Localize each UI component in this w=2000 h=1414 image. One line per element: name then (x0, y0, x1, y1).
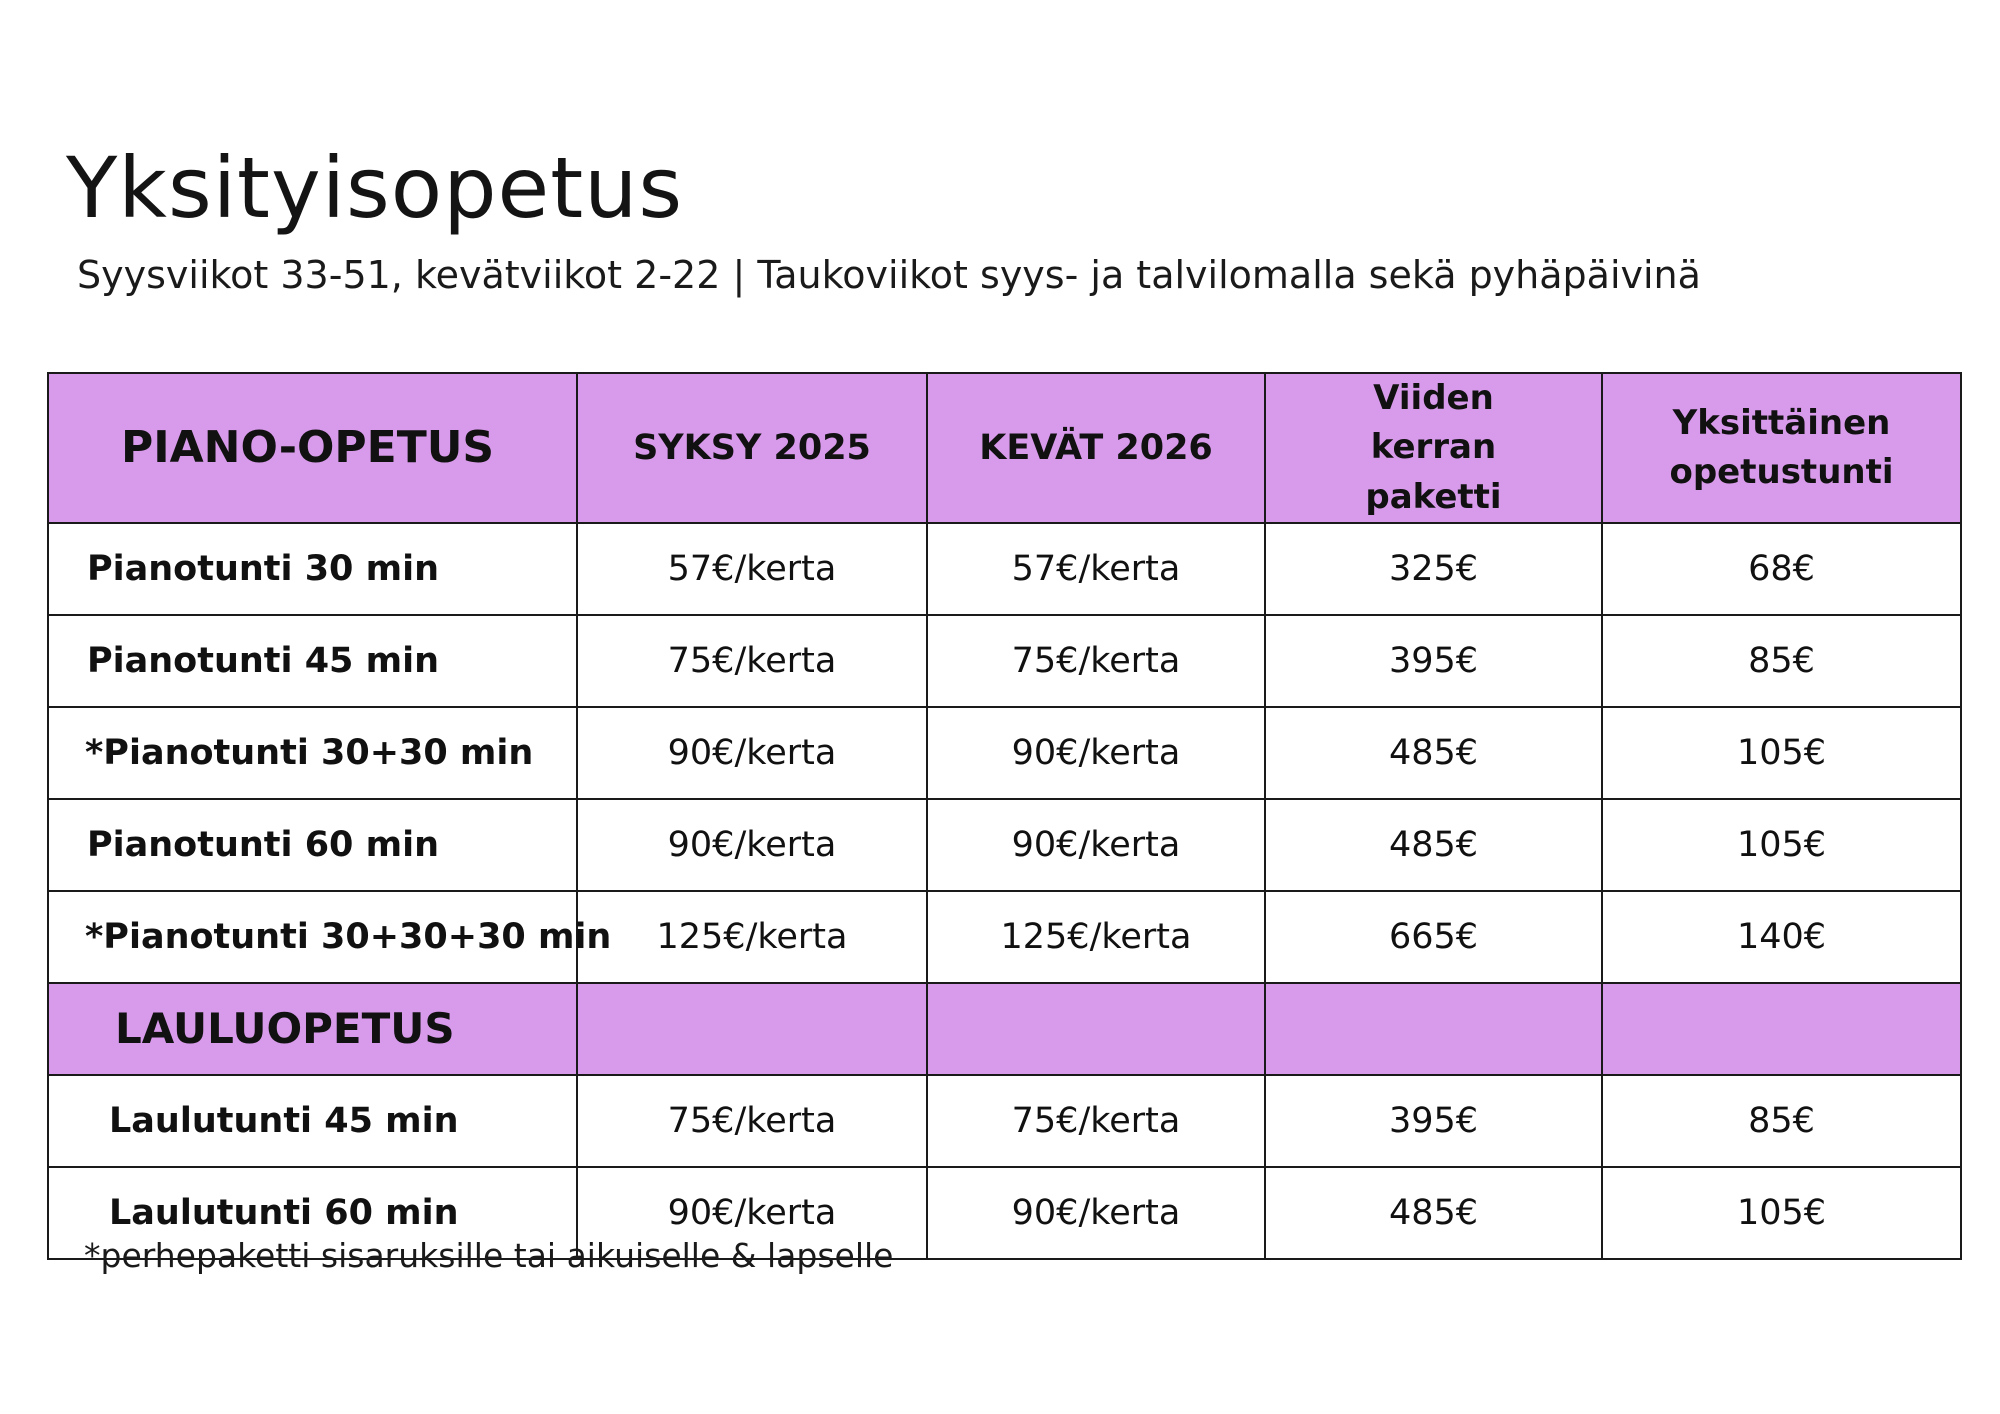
column-header-piano: PIANO-OPETUS (48, 373, 577, 523)
column-header-yksittainen-label: Yksittäinen opetustunti (1669, 402, 1894, 492)
column-header-kevat: KEVÄT 2026 (927, 373, 1265, 523)
row-label: Pianotunti 30 min (48, 523, 577, 615)
section-header-row (48, 983, 1961, 1075)
table-row (48, 799, 1961, 891)
cell-paketti: 395€ (1265, 1075, 1602, 1167)
cell-paketti: 485€ (1265, 799, 1602, 891)
cell-syksy: 90€/kerta (577, 707, 927, 799)
column-header-syksy: SYKSY 2025 (577, 373, 927, 523)
cell-syksy: 125€/kerta (577, 891, 927, 983)
column-header-yksittainen (1602, 373, 1961, 523)
page-subtitle: Syysviikot 33-51, kevätviikot 2-22 | Taukoviikot syys- ja talvilomalla sekä pyhäpäivinä (77, 253, 1701, 297)
row-label: Pianotunti 60 min (48, 799, 577, 891)
cell-kevat: 75€/kerta (927, 1075, 1265, 1167)
price-table (47, 372, 1962, 1260)
cell-yksittainen: 105€ (1602, 707, 1961, 799)
cell-yksittainen: 105€ (1602, 799, 1961, 891)
footnote: *perhepaketti sisaruksille tai aikuiselle & lapselle (84, 1236, 894, 1275)
cell-paketti: 395€ (1265, 615, 1602, 707)
row-label: *Pianotunti 30+30+30 min (48, 891, 577, 983)
cell-yksittainen: 68€ (1602, 523, 1961, 615)
table-row (48, 615, 1961, 707)
row-label: Laulutunti 45 min (48, 1075, 577, 1167)
cell-kevat: 90€/kerta (927, 707, 1265, 799)
cell-paketti: 485€ (1265, 707, 1602, 799)
cell-syksy: 75€/kerta (577, 1075, 927, 1167)
cell-syksy: 90€/kerta (577, 799, 927, 891)
cell-kevat: 75€/kerta (927, 615, 1265, 707)
cell-kevat: 90€/kerta (927, 799, 1265, 891)
cell-kevat: 90€/kerta (927, 1167, 1265, 1259)
table-header-row (48, 373, 1961, 523)
cell-syksy: 57€/kerta (577, 523, 927, 615)
cell-kevat: 57€/kerta (927, 523, 1265, 615)
row-label: *Pianotunti 30+30 min (48, 707, 577, 799)
section-empty-cell (927, 983, 1265, 1075)
cell-yksittainen: 85€ (1602, 1075, 1961, 1167)
cell-yksittainen: 140€ (1602, 891, 1961, 983)
cell-paketti: 665€ (1265, 891, 1602, 983)
column-header-paketti (1265, 373, 1602, 523)
cell-syksy: 75€/kerta (577, 615, 927, 707)
row-label: Pianotunti 45 min (48, 615, 577, 707)
table-row (48, 707, 1961, 799)
section-header-laulu: LAULUOPETUS (48, 983, 577, 1075)
cell-syksy: 90€/kerta (577, 1167, 927, 1259)
column-header-paketti-label: Viiden kerran paketti (1365, 378, 1502, 517)
cell-kevat: 125€/kerta (927, 891, 1265, 983)
table-row (48, 1075, 1961, 1167)
section-empty-cell (1265, 983, 1602, 1075)
cell-yksittainen: 85€ (1602, 615, 1961, 707)
table-row (48, 891, 1961, 983)
cell-paketti: 485€ (1265, 1167, 1602, 1259)
section-empty-cell (577, 983, 927, 1075)
row-label: Laulutunti 60 min (48, 1167, 577, 1259)
cell-paketti: 325€ (1265, 523, 1602, 615)
section-empty-cell (1602, 983, 1961, 1075)
cell-yksittainen: 105€ (1602, 1167, 1961, 1259)
table-row (48, 523, 1961, 615)
page-title: Yksityisopetus (66, 139, 684, 237)
